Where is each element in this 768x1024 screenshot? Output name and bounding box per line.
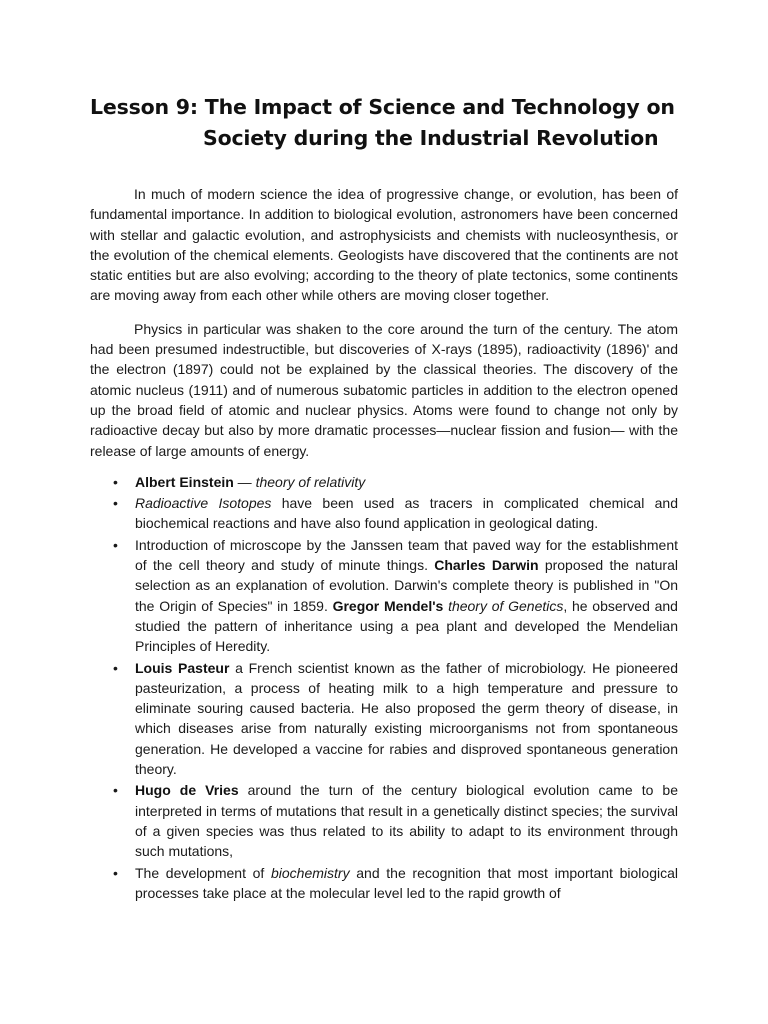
page-title [90, 92, 678, 154]
bullet-biochemistry [90, 863, 678, 904]
bullet-pasteur [90, 658, 678, 780]
microscope-text-2: proposed the natural selection as an explanation of evolution. Darwin's complete theory is published in "On the Origin of Species" in 1859. [135, 557, 678, 614]
isotopes-term: Radioactive Isotopes [135, 495, 272, 512]
paragraph-evolution: In much of modern science the idea of progressive change, or evolution, has been of fundamental importance. In addition to biological evolution, astronomers have been concerned with stellar and galactic evolution, and astrophysicists and chemists with nucleosynthesis, or the evolution of the chemical elements. Geologists have discovered that the continents are not static entities but are also evolving; according to the theory of plate tectonics, some continents are moving away from each other while others are moving closer together. [90, 186, 678, 304]
pasteur-name: Louis Pasteur [135, 659, 230, 676]
biochem-text-1: The development of [135, 864, 271, 881]
einstein-theory: theory of relativity [255, 473, 366, 490]
microscope-text-3: , he observed and studied the pattern of inheritance using a pea plant and developed the Mendelian Principles of Heredity. [135, 597, 678, 655]
biochem-term: biochemistry [270, 864, 350, 881]
devries-text: around the turn of the century biological evolution came to be interpreted in terms of mutations that result in a genetically distinct species; the survival of a given species was thus related to its ability to adapt to its environment through such mutations, [135, 782, 678, 860]
einstein-dash: — [233, 473, 256, 490]
devries-name: Hugo de Vries [135, 782, 239, 799]
darwin-name: Charles Darwin [434, 557, 539, 574]
bullet-einstein [90, 472, 678, 492]
title-line-2: Society during the Industrial Revolution [203, 126, 659, 150]
bullet-isotopes [90, 493, 678, 534]
bullet-microscope [90, 535, 678, 657]
mendel-name: Gregor Mendel's [332, 597, 444, 614]
isotopes-text: have been used as tracers in complicated chemical and biochemical reactions and have also found application in geological dating. [135, 495, 678, 532]
title-line-1: Lesson 9: The Impact of Science and Technology on [90, 95, 675, 119]
bullet-devries [90, 780, 678, 861]
einstein-name: Albert Einstein [135, 473, 234, 490]
biochem-text-2: and the recognition that most important biological processes take place at the molecular level led to the rapid growth of [135, 864, 678, 901]
microscope-text-1: Introduction of microscope by the Janssen team that paved way for the establishment of the cell theory and study of minute things. [135, 536, 678, 574]
paragraph-physics: Physics in particular was shaken to the core around the turn of the century. The atom had been presumed indestructible, but discoveries of X-rays (1895), radioactivity (1896)' and the electron (1897) could not be explained by the classical theories. The discovery of the atomic nucleus (1911) and of numerous subatomic particles in addition to the electron opened up the broad field of atomic and nuclear physics. Atoms were found to change not only by radioactive decay but also by more dramatic processes—nuclear fission and fusion— with the release of large amounts of energy. [90, 320, 678, 459]
pasteur-text: a French scientist known as the father of microbiology. He pioneered pasteurization, a process of heating milk to a high temperature and pressure to eliminate souring caused bacteria. He also proposed the germ theory of disease, in which diseases arise from naturally existing microorganisms not from spontaneous generation. He developed a vaccine for rabies and disproved spontaneous generation theory. [135, 659, 678, 778]
document-page [90, 92, 678, 904]
genetics-term: theory of Genetics [448, 597, 564, 614]
bullet-list [90, 472, 678, 903]
